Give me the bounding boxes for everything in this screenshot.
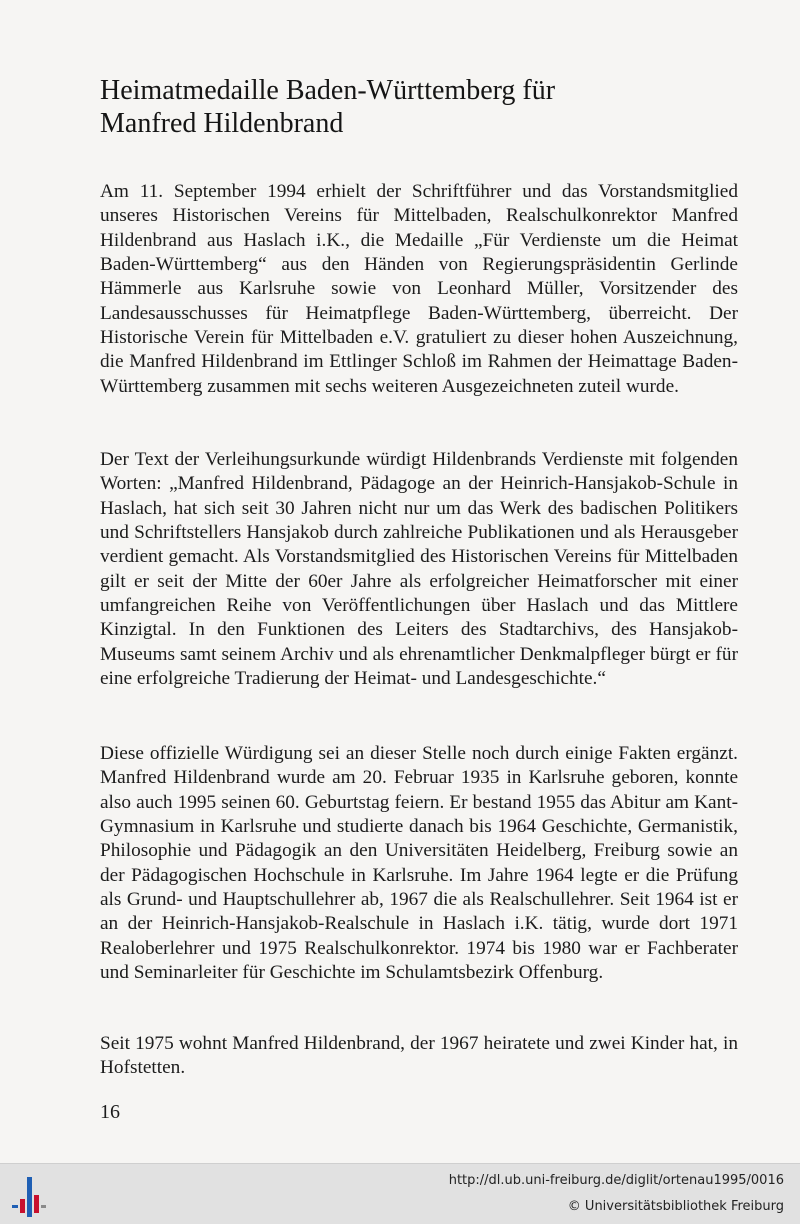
paragraph-residence: Seit 1975 wohnt Manfred Hildenbrand, der 1967 heiratete und zwei Kinder hat, in Hofstetten. xyxy=(100,1033,738,1079)
paragraph-award: Am 11. September 1994 erhielt der Schriftführer und das Vorstandsmitglied unseres Historischen Vereins für Mittelbaden, Realschulkonrektor Manfred Hildenbrand aus Haslach i.K., die Medaille „Für Verdienste um die Heimat Baden-Württemberg“ aus den Händen von Regierungspräsidentin Gerlinde Hämmerle aus Karlsruhe sowie von Leonhard Müller, Vorsitzender des Landesausschusses für Heimatpflege Baden-Württemberg, überreicht. Der Historische Verein für Mittelbaden e.V. gratuliert zu dieser hohen Auszeichnung, die Manfred Hildenbrand im Ettlinger Schloß im Rahmen der Heimattage Baden-Württemberg zusammen mit sechs weiteren Ausgezeichneten zuteil wurde. xyxy=(100,181,738,397)
source-url-link[interactable]: http://dl.ub.uni-freiburg.de/diglit/ortenau1995/0016 xyxy=(448,1173,784,1188)
paragraph-biography: Diese offizielle Würdigung sei an dieser Stelle noch durch einige Fakten ergänzt. Manfred Hildenbrand wurde am 20. Februar 1935 in Karlsruhe geboren, konnte also auch 1995 seinen 60. Geburtstag feiern. Er bestand 1955 das Abitur am Kant-Gymnasium in Karlsruhe und studierte danach bis 1964 Geschichte, Germanistik, Philosophie und Pädagogik an den Universitäten Heidelberg, Freiburg sowie an der Pädagogischen Hochschule in Karlsruhe. Im Jahre 1964 legte er die Prüfung als Grund- und Hauptschullehrer ab, 1967 die als Realschullehrer. Seit 1964 ist er an der Heinrich-Hansjakob-Realschule in Haslach i.K. tätig, wurde dort 1971 Realoberlehrer und 1975 Realschulkonrektor. 1974 bis 1980 war er Fachberater und Seminarleiter für Geschichte im Schulamtsbezirk Offenburg. xyxy=(100,743,738,984)
ub-freiburg-logo-icon[interactable] xyxy=(12,1177,46,1217)
viewer-footer xyxy=(0,1163,800,1224)
paragraph-certificate-text: Der Text der Verleihungsurkunde würdigt Hildenbrands Verdienste mit folgenden Worten: „Manfred Hildenbrand, Pädagoge an der Heinrich-Hansjakob-Schule in Haslach, hat sich seit 30 Jahren nicht nur um das Werk des badischen Politikers und Schriftstellers Hansjakob durch zahlreiche Publikationen und als Herausgeber verdient gemacht. Als Vorstandsmitglied des Historischen Vereins für Mittelbaden gilt er seit der Mitte der 60er Jahre als erfolgreicher Heimatforscher mit einer umfangreichen Reihe von Veröffentlichungen über Haslach und das Mittlere Kinzigtal. In den Funktionen des Leiters des Stadtarchivs, des Hansjakob-Museums samt seinem Archiv und als ehrenamtlicher Denkmalpfleger bürgt er für eine erfolgreiche Tradierung der Heimat- und Landesgeschichte.“ xyxy=(100,449,738,690)
article-title xyxy=(100,74,700,140)
page-number: 16 xyxy=(100,1101,120,1123)
title-line-2: Manfred Hildenbrand xyxy=(100,108,344,139)
copyright-notice: © Universitätsbibliothek Freiburg xyxy=(567,1199,784,1214)
title-line-1: Heimatmedaille Baden-Württemberg für xyxy=(100,75,556,106)
